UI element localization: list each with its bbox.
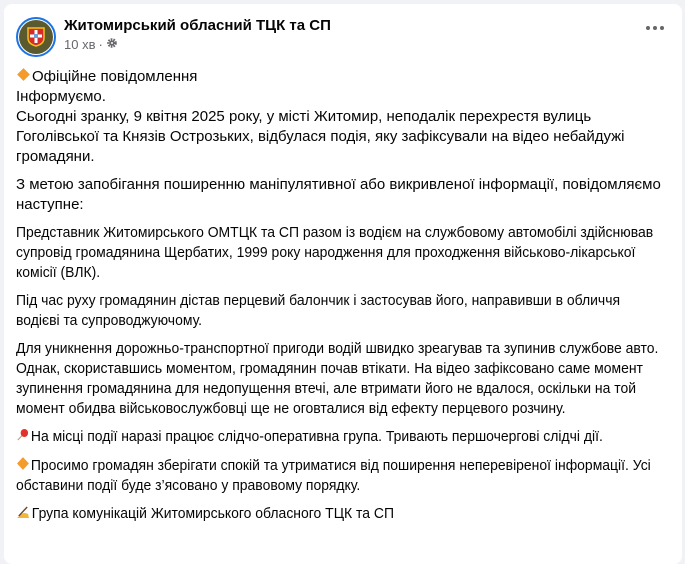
signature-text: Група комунікацій Житомирського обласного ТЦК та СП <box>31 505 394 522</box>
dot <box>653 26 657 30</box>
event-description: Сьогодні зранку, 9 квітня 2025 року, у місті Житомир, неподалік перехрестя вулиць Гоголівської та Князів Острозьких, відбулася подія, яку зафіксували на відео небайдужі громадяни. <box>16 108 625 165</box>
paragraph-signature <box>16 504 667 525</box>
avatar[interactable] <box>16 17 56 57</box>
paragraph-escape: Для уникнення дорожньо-транспортної пригоди водій швидко зреагував та зупинив службове авто. Однак, скориставшись моментом, громадянин почав втікати. На відео зафіксовано саме момент зупинення громадянина для недопущення втечі, але втримати його не вдалося, оскільки на той момент обидва військовослужбовці ще не оговталися від ефекту перцевого розчину. <box>16 340 659 417</box>
paragraph-purpose: З метою запобігання поширенню маніпулятивної або викривленої інформації, повідомляємо наступне: <box>16 176 661 213</box>
orange-diamond-icon <box>17 457 29 470</box>
timestamp-link[interactable]: 10 хв <box>64 36 96 52</box>
appeal-text: Просимо громадян зберігати спокій та утриматися від поширення неперевіреної інформації. Усі обставини події буде з’ясовано у правовому порядку. <box>16 457 651 494</box>
paragraph-intro <box>16 67 671 167</box>
gear-icon[interactable] <box>106 37 118 53</box>
writing-hand-icon <box>16 505 30 525</box>
coat-of-arms-icon <box>19 20 53 54</box>
paragraph-investigation <box>16 427 667 448</box>
pushpin-icon <box>16 428 29 448</box>
paragraph-pepper-spray: Під час руху громадянин дістав перцевий балончик і застосував його, направивши в обличчя водієві та супроводжуючому. <box>16 292 621 329</box>
official-heading: Офіційне повідомлення <box>32 68 198 85</box>
paragraph-appeal <box>16 456 667 496</box>
inform-line: Інформуємо. <box>16 88 106 105</box>
investigation-text: На місці події наразі працює слідчо-оперативна група. Тривають першочергові слідчі дії. <box>30 428 603 445</box>
more-options-button[interactable] <box>646 26 664 30</box>
post-header <box>16 15 331 59</box>
page-name-link[interactable]: Житомирський обласний ТЦК та СП <box>64 16 331 34</box>
paragraph-representative: Представник Житомирського ОМТЦК та СП разом із водієм на службовому автомобілі здійснював супровід громадянина Щербатих, 1999 року народження для проходження військово-лікарської комісії (ВЛК). <box>16 224 654 281</box>
post-card <box>4 4 682 564</box>
dot <box>660 26 664 30</box>
orange-diamond-icon <box>17 68 30 81</box>
post-text <box>16 67 671 533</box>
separator: · <box>98 36 103 52</box>
more-horizontal-icon <box>646 26 650 30</box>
